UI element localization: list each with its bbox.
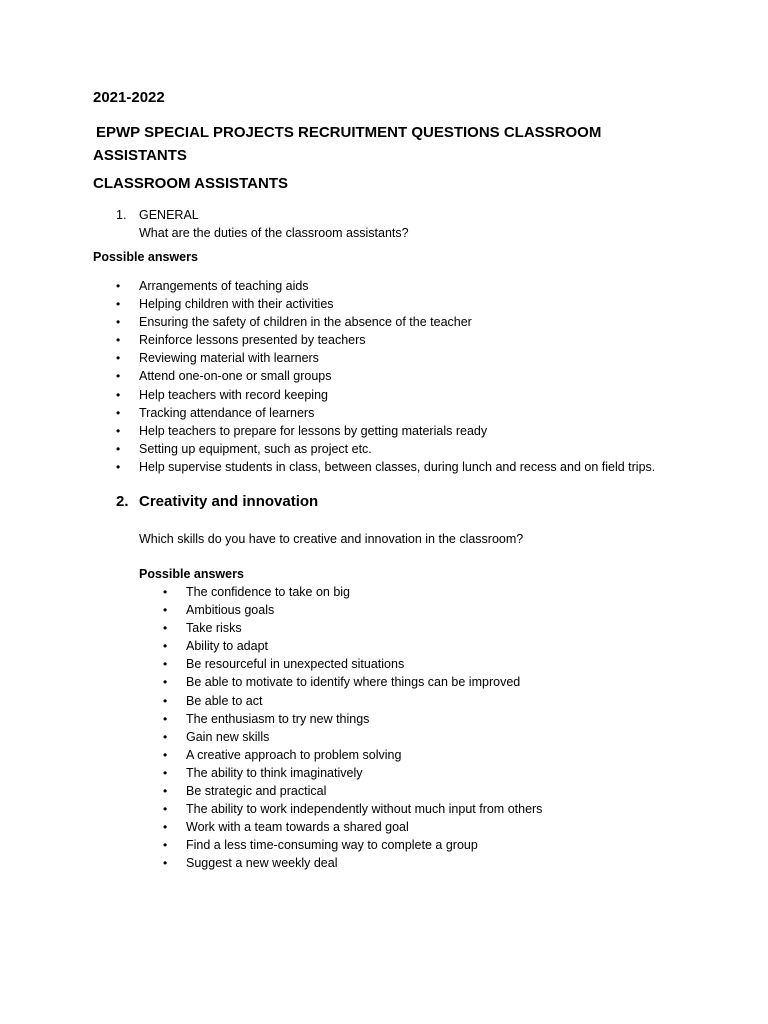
list-item <box>116 367 655 385</box>
list-item-text: The enthusiasm to try new things <box>186 711 370 726</box>
list-item-text: Find a less time-consuming way to complete a group <box>186 838 478 853</box>
list-item-text: Suggest a new weekly deal <box>186 856 338 871</box>
list-item-text: Ambitious goals <box>186 603 275 618</box>
list-item-text: Be able to act <box>186 693 263 708</box>
list-item-text: Ability to adapt <box>186 639 268 654</box>
list-item-text: Be able to motivate to identify where things can be improved <box>186 675 521 690</box>
list-item-text: Be strategic and practical <box>186 784 327 799</box>
bullet-icon: • <box>163 802 168 817</box>
bullet-icon: • <box>116 423 121 438</box>
list-item-text: Help teachers to prepare for lessons by getting materials ready <box>139 423 488 438</box>
bullet-icon: • <box>163 585 168 599</box>
section-2-answer-list <box>163 583 543 873</box>
list-item <box>163 601 542 619</box>
bullet-icon: • <box>116 405 121 420</box>
list-item-text: Be resourceful in unexpected situations <box>186 657 405 672</box>
list-item-text: Help supervise students in class, between classes, during lunch and recess and on field trips. <box>139 459 656 474</box>
section-2-answers-label: Possible answers <box>139 567 244 581</box>
list-item <box>116 404 655 422</box>
bullet-icon: • <box>116 279 121 293</box>
bullet-icon: • <box>163 765 168 780</box>
document-year: 2021-2022 <box>93 89 165 106</box>
list-item <box>116 458 656 476</box>
list-item-text: Tracking attendance of learners <box>139 405 315 420</box>
bullet-icon: • <box>163 657 168 672</box>
list-item <box>163 800 543 818</box>
bullet-icon: • <box>163 693 168 708</box>
list-item <box>163 782 542 800</box>
list-item <box>116 331 655 349</box>
section-2-title: Creativity and innovation <box>139 493 319 510</box>
bullet-icon: • <box>163 784 168 799</box>
bullet-icon: • <box>163 747 168 762</box>
bullet-icon: • <box>163 820 168 835</box>
list-item-text: Gain new skills <box>186 729 270 744</box>
list-item <box>163 710 542 728</box>
list-item <box>116 313 655 331</box>
section-2-question: Which skills do you have to creative and innovation in the classroom? <box>139 532 524 546</box>
section-1-number: 1. <box>116 208 127 222</box>
bullet-icon: • <box>163 603 168 618</box>
list-item <box>116 295 655 313</box>
list-item <box>163 728 542 746</box>
list-item-text: Arrangements of teaching aids <box>139 279 309 293</box>
list-item <box>163 583 542 601</box>
list-item <box>163 746 542 764</box>
list-item <box>163 655 542 673</box>
list-item <box>163 764 542 782</box>
list-item <box>116 440 655 458</box>
bullet-icon: • <box>163 856 168 871</box>
list-item-text: Work with a team towards a shared goal <box>186 820 409 835</box>
bullet-icon: • <box>116 315 121 330</box>
section-1-answers-label: Possible answers <box>93 250 198 264</box>
list-item-text: Help teachers with record keeping <box>139 387 328 402</box>
document-title <box>93 121 653 167</box>
list-item-text: Setting up equipment, such as project etc. <box>139 441 372 456</box>
title-line-2: ASSISTANTS <box>93 147 187 164</box>
list-item <box>163 818 542 836</box>
list-item <box>163 673 542 691</box>
list-item-text: The ability to think imaginatively <box>186 765 363 780</box>
bullet-icon: • <box>116 441 121 456</box>
list-item <box>116 277 655 295</box>
bullet-icon: • <box>163 639 168 654</box>
list-item-text: Take risks <box>186 621 242 636</box>
list-item <box>163 854 542 872</box>
list-item <box>163 619 542 637</box>
bullet-icon: • <box>116 333 121 348</box>
list-item <box>116 386 655 404</box>
list-item <box>163 637 542 655</box>
bullet-icon: • <box>116 369 121 384</box>
bullet-icon: • <box>163 838 168 853</box>
bullet-icon: • <box>163 675 168 690</box>
bullet-icon: • <box>116 351 121 366</box>
list-item-text: Reinforce lessons presented by teachers <box>139 333 366 348</box>
section-1-answer-list <box>116 277 656 476</box>
section-1-title: GENERAL <box>139 208 199 222</box>
list-item-text: A creative approach to problem solving <box>186 747 402 762</box>
list-item-text: The ability to work independently without much input from others <box>186 802 543 817</box>
list-item-text: Ensuring the safety of children in the absence of the teacher <box>139 315 472 330</box>
list-item-text: Reviewing material with learners <box>139 351 319 366</box>
list-item-text: The confidence to take on big <box>186 585 351 599</box>
section-1-question: What are the duties of the classroom assistants? <box>139 226 409 240</box>
list-item <box>163 692 542 710</box>
bullet-icon: • <box>116 297 121 312</box>
bullet-icon: • <box>116 459 121 474</box>
bullet-icon: • <box>116 387 121 402</box>
document-subtitle: CLASSROOM ASSISTANTS <box>93 175 289 192</box>
list-item-text: Helping children with their activities <box>139 297 334 312</box>
list-item-text: Attend one-on-one or small groups <box>139 369 332 384</box>
list-item <box>116 349 655 367</box>
section-2-number: 2. <box>116 493 129 510</box>
bullet-icon: • <box>163 711 168 726</box>
bullet-icon: • <box>163 621 168 636</box>
bullet-icon: • <box>163 729 168 744</box>
title-line-1: EPWP SPECIAL PROJECTS RECRUITMENT QUESTIONS CLASSROOM <box>96 124 602 141</box>
list-item <box>163 836 542 854</box>
list-item <box>116 422 655 440</box>
